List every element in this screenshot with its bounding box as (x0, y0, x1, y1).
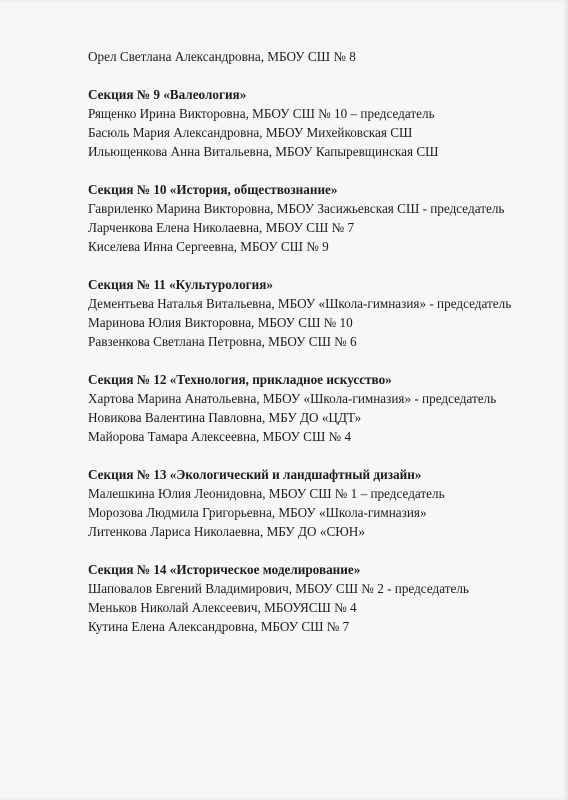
member-line: Маринова Юлия Викторовна, МБОУ СШ № 10 (88, 315, 353, 330)
member-line: Майорова Тамара Алексеевна, МБОУ СШ № 4 (88, 429, 352, 444)
section-title: Секция № 13 «Экологический и ландшафтный дизайн» (88, 467, 422, 482)
member-line: Равзенкова Светлана Петровна, МБОУ СШ № 6 (88, 334, 357, 349)
member-line: Киселева Инна Сергеевна, МБОУ СШ № 9 (88, 239, 329, 254)
member-line: Меньков Николай Алексеевич, МБОУЯСШ № 4 (88, 600, 357, 615)
section-title: Секция № 9 «Валеология» (88, 87, 247, 102)
member-line: Дементьева Наталья Витальевна, МБОУ «Школа-гимназия» - председатель (88, 296, 512, 311)
member-line: Басюль Мария Александровна, МБОУ Михейковская СШ (88, 125, 413, 140)
section-title: Секция № 12 «Технология, прикладное искусство» (88, 372, 392, 387)
section-title: Секция № 14 «Историческое моделирование» (88, 562, 361, 577)
section-13 (88, 465, 548, 541)
member-line: Малешкина Юлия Леонидовна, МБОУ СШ № 1 – председатель (88, 486, 445, 501)
document-body (88, 47, 548, 636)
section-12 (88, 370, 548, 446)
section-14 (88, 560, 548, 636)
member-line: Морозова Людмила Григорьевна, МБОУ «Школа-гимназия» (88, 505, 427, 520)
member-line: Ларченкова Елена Николаевна, МБОУ СШ № 7 (88, 220, 355, 235)
member-line: Литенкова Лариса Николаевна, МБУ ДО «СЮН» (88, 524, 365, 539)
section-10 (88, 180, 548, 256)
section-11 (88, 275, 548, 351)
member-line: Хартова Марина Анатольевна, МБОУ «Школа-гимназия» - председатель (88, 391, 497, 406)
intro-line: Орел Светлана Александровна, МБОУ СШ № 8 (88, 49, 356, 64)
section-title: Секция № 10 «История, обществознание» (88, 182, 338, 197)
member-line: Гавриленко Марина Викторовна, МБОУ Засижьевская СШ - председатель (88, 201, 505, 216)
member-line: Рященко Ирина Викторовна, МБОУ СШ № 10 – председатель (88, 106, 435, 121)
member-line: Кутина Елена Александровна, МБОУ СШ № 7 (88, 619, 350, 634)
section-9 (88, 85, 548, 161)
member-line: Ильющенкова Анна Витальевна, МБОУ Капыревщинская СШ (88, 144, 439, 159)
member-line: Шаповалов Евгений Владимирович, МБОУ СШ № 2 - председатель (88, 581, 469, 596)
section-title: Секция № 11 «Культурология» (88, 277, 273, 292)
member-line: Новикова Валентина Павловна, МБУ ДО «ЦДТ» (88, 410, 362, 425)
